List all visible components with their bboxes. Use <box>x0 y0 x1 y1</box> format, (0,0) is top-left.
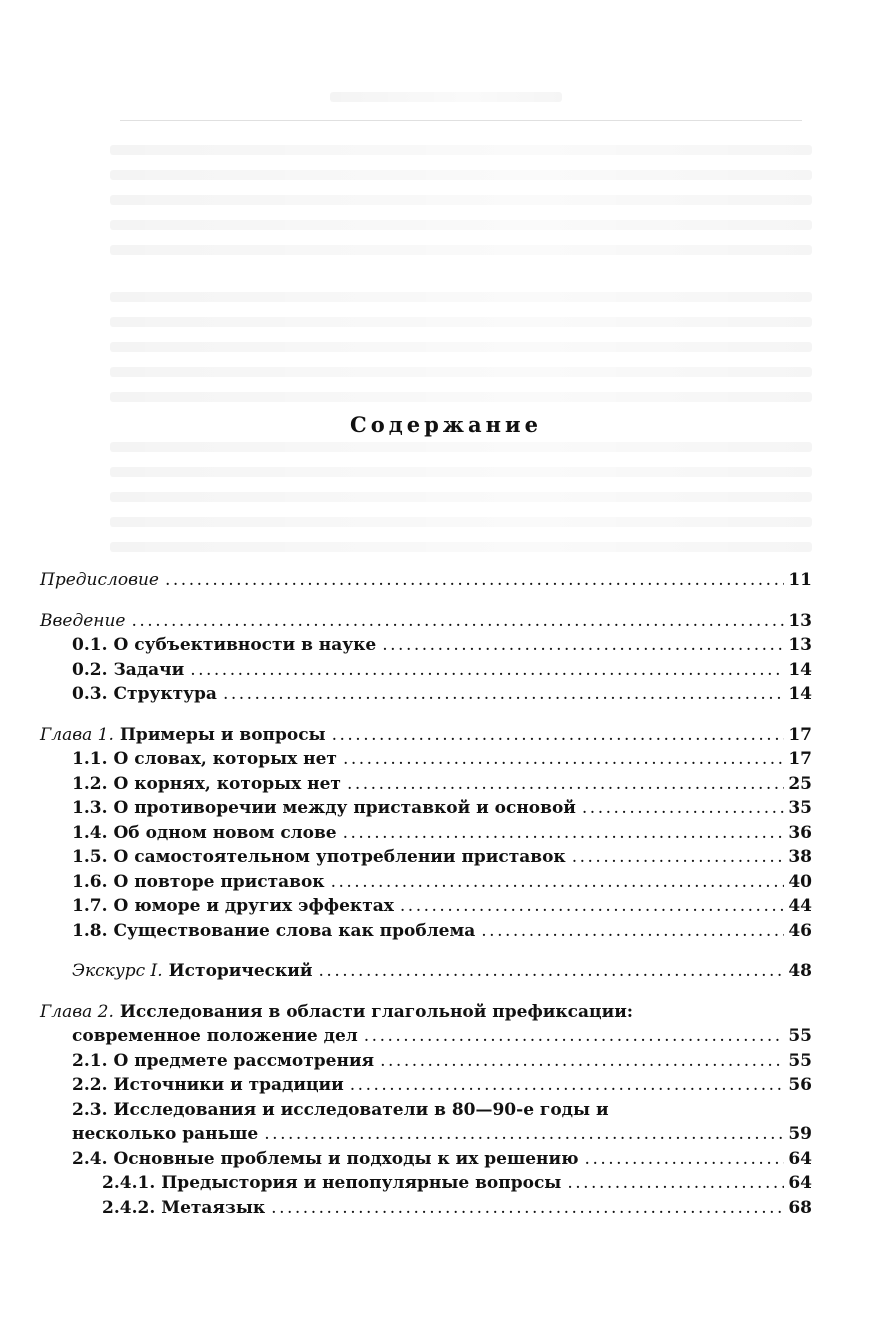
toc-leader-dots <box>343 821 785 846</box>
toc-leader-dots <box>350 1073 785 1098</box>
toc-page-number: 35 <box>788 798 812 818</box>
toc-leader-dots <box>481 919 784 944</box>
toc-entry-title: О субъективности в науке <box>113 635 377 655</box>
toc-entry-title: современное положение дел <box>72 1026 358 1046</box>
toc-entry-number: 2.1. <box>72 1050 108 1071</box>
toc-page-number: 14 <box>788 659 812 680</box>
toc-page-number: 36 <box>788 822 812 843</box>
toc-page-number: 64 <box>788 1173 812 1193</box>
toc-leader-dots <box>582 796 784 821</box>
toc-entry-number: 2.4.2. <box>102 1197 156 1218</box>
toc-entry-title: Источники и традиции <box>113 1075 344 1095</box>
toc-entry-title: О корнях, которых нет <box>113 773 341 794</box>
table-of-contents <box>40 568 812 1220</box>
toc-entry[interactable] <box>72 919 812 944</box>
toc-leader-dots <box>343 747 784 772</box>
toc-entry[interactable] <box>102 1171 812 1196</box>
toc-entry-number: 0.3. <box>72 684 108 704</box>
toc-entry[interactable] <box>72 1073 812 1098</box>
toc-page-number: 13 <box>788 610 812 631</box>
toc-entry-number: 1.6. <box>72 871 108 892</box>
toc-entry-title: Исследования в области глагольной префиксации: <box>119 1001 634 1022</box>
toc-entry[interactable] <box>72 682 812 707</box>
toc-leader-dots <box>400 894 784 919</box>
toc-leader-dots <box>331 870 785 895</box>
toc-entry[interactable] <box>72 1024 812 1049</box>
toc-entry-title: О повторе приставок <box>113 871 325 892</box>
toc-entry[interactable] <box>102 1196 812 1221</box>
toc-entry-title: Предыстория и непопулярные вопросы <box>161 1173 562 1193</box>
toc-page-number: 55 <box>788 1026 812 1046</box>
toc-page-number: 48 <box>788 961 812 981</box>
toc-page-number: 11 <box>788 570 812 590</box>
toc-entry-title: Исторический <box>168 961 313 981</box>
toc-leader-dots <box>567 1171 784 1196</box>
toc-entry[interactable] <box>72 870 812 895</box>
page-title: Содержание <box>350 412 542 437</box>
toc-entry-title: Задачи <box>113 659 185 680</box>
toc-entry[interactable] <box>40 568 812 593</box>
toc-entry-number: 0.1. <box>72 635 108 655</box>
toc-gap <box>40 707 812 723</box>
toc-entry-number: 1.7. <box>72 896 108 916</box>
toc-page-number: 59 <box>788 1124 812 1144</box>
toc-entry-title: Исследования и исследователи в 80—90-е годы и <box>113 1099 609 1120</box>
toc-page-number: 17 <box>788 724 812 745</box>
toc-entry[interactable] <box>72 658 812 683</box>
toc-entry[interactable] <box>72 772 812 797</box>
toc-entry[interactable] <box>72 796 812 821</box>
toc-leader-dots <box>264 1122 784 1147</box>
toc-page-number: 25 <box>788 773 812 794</box>
toc-entry-prefix: Введение <box>40 610 126 631</box>
toc-entry[interactable] <box>72 894 812 919</box>
toc-entry[interactable] <box>72 821 812 846</box>
toc-page-number: 14 <box>788 684 812 704</box>
toc-leader-dots <box>364 1024 785 1049</box>
toc-entry[interactable] <box>72 1147 812 1172</box>
toc-entry-prefix: Экскурс I. <box>72 961 163 981</box>
toc-leader-dots <box>190 658 784 683</box>
toc-leader-dots <box>332 723 785 748</box>
toc-page-number: 38 <box>788 847 812 867</box>
toc-entry[interactable] <box>72 633 812 658</box>
toc-entry[interactable] <box>72 1049 812 1074</box>
toc-entry-number: 1.4. <box>72 822 108 843</box>
toc-leader-dots <box>165 568 784 593</box>
toc-page-number: 55 <box>788 1050 812 1071</box>
toc-page-number: 40 <box>788 871 812 892</box>
toc-entry-title: О противоречии между приставкой и основой <box>113 798 576 818</box>
toc-entry[interactable] <box>40 723 812 748</box>
toc-entry-title: Существование слова как проблема <box>113 920 476 941</box>
toc-leader-dots <box>585 1147 785 1172</box>
toc-leader-dots <box>382 633 784 658</box>
toc-entry-number: 1.5. <box>72 847 108 867</box>
toc-entry-prefix: Глава 1. <box>40 724 114 745</box>
toc-entry-prefix: Предисловие <box>40 570 159 590</box>
toc-page-number: 64 <box>788 1148 812 1169</box>
toc-leader-dots <box>132 609 785 634</box>
toc-entry[interactable] <box>40 609 812 634</box>
toc-entry-number: 2.2. <box>72 1075 108 1095</box>
toc-entry[interactable] <box>72 747 812 772</box>
toc-leader-dots <box>271 1196 784 1221</box>
toc-page-number: 56 <box>788 1075 812 1095</box>
toc-page-number: 17 <box>788 749 812 769</box>
toc-entry-number: 2.4.1. <box>102 1173 156 1193</box>
toc-entry-title: О самостоятельном употреблении приставок <box>113 847 566 867</box>
toc-page-number: 44 <box>788 896 812 916</box>
toc-entry-number: 0.2. <box>72 659 108 680</box>
toc-entry-prefix: Глава 2. <box>40 1001 114 1022</box>
toc-entry-title: О словах, которых нет <box>113 749 337 769</box>
toc-page-number: 68 <box>788 1197 812 1218</box>
toc-entry[interactable] <box>72 959 812 984</box>
toc-entry[interactable] <box>72 1122 812 1147</box>
toc-entry-number: 1.8. <box>72 920 108 941</box>
toc-leader-dots <box>572 845 785 870</box>
toc-entry-number: 1.2. <box>72 773 108 794</box>
toc-leader-dots <box>319 959 785 984</box>
toc-entry-title: несколько раньше <box>72 1124 259 1144</box>
toc-entry-number: 1.3. <box>72 798 108 818</box>
toc-leader-dots <box>223 682 784 707</box>
toc-entry-number: 2.3. <box>72 1099 108 1120</box>
toc-entry-number: 2.4. <box>72 1148 108 1169</box>
toc-entry[interactable] <box>40 1000 812 1025</box>
toc-gap <box>40 943 812 959</box>
toc-page-number: 13 <box>788 635 812 655</box>
toc-entry-title: Примеры и вопросы <box>119 724 326 745</box>
toc-entry-title: Метаязык <box>161 1197 266 1218</box>
toc-leader-dots <box>347 772 784 797</box>
toc-leader-dots <box>380 1049 784 1074</box>
toc-entry[interactable] <box>72 1098 812 1123</box>
toc-entry-title: Об одном новом слове <box>113 822 337 843</box>
toc-gap <box>40 593 812 609</box>
toc-entry-title: О юморе и других эффектах <box>113 896 394 916</box>
toc-entry-number: 1.1. <box>72 749 108 769</box>
toc-entry-title: Основные проблемы и подходы к их решению <box>113 1148 579 1169</box>
toc-page-number: 46 <box>788 920 812 941</box>
toc-entry[interactable] <box>72 845 812 870</box>
toc-entry-title: Структура <box>113 684 217 704</box>
toc-gap <box>40 984 812 1000</box>
toc-entry-title: О предмете рассмотрения <box>113 1050 375 1071</box>
